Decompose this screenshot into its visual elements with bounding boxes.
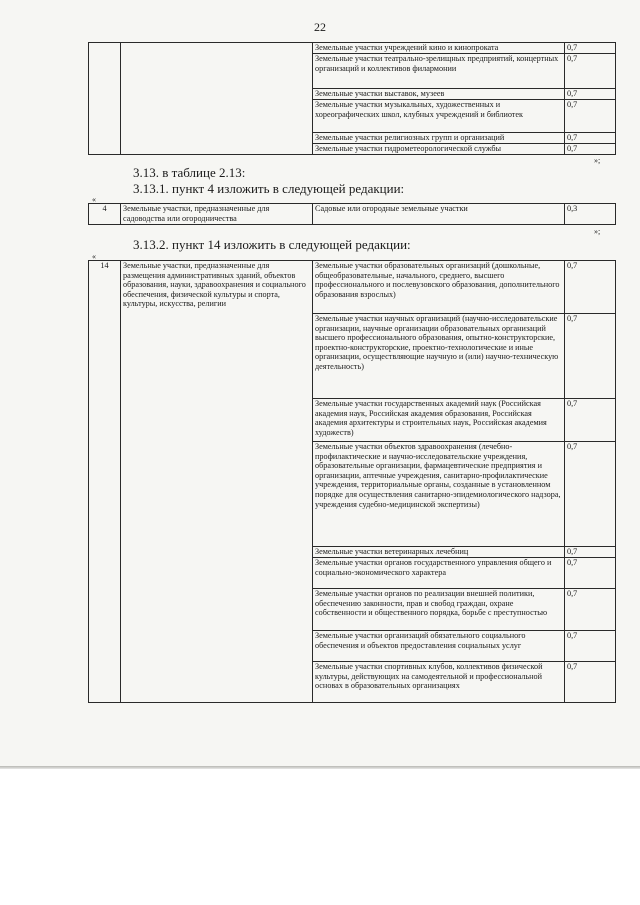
table-cell-text: Земельные участки религиозных групп и организаций	[313, 133, 565, 144]
table-row-4	[88, 203, 616, 225]
table-cell-text: Земельные участки объектов здравоохранения (лечебно-профилактические и научно-исследовательские учреждения, образовательные организации, фармацевтические предприятия и организации, аптечные учреждения, санитарно-профилактические учреждения, территориальные органы, созданные в установленном порядке для осуществления санитарно-эпидемиологического надзора, учреждения судебно-медицинской экспертизы)	[313, 442, 565, 547]
table-cell-value: 0,7	[565, 631, 616, 662]
table-cell-value: 0,7	[565, 558, 616, 589]
table-cell-value: 0,3	[565, 204, 616, 225]
table-cell-value: 0,7	[565, 100, 616, 133]
table-cell-value: 0,7	[565, 54, 616, 89]
table-cell-text: Земельные участки гидрометеорологической службы	[313, 144, 565, 155]
table-cell-text: Земельные участки образовательных организаций (дошкольные, общеобразовательные, начального, среднего, высшего профессионального и послевузовского образования, дополнительного образования взрослых)	[313, 261, 565, 314]
table-row	[89, 43, 616, 54]
table-cell-text: Земельные участки органов государственного управления общего и социально-экономического характера	[313, 558, 565, 589]
opening-quote-row4: «	[92, 195, 96, 204]
table-cell-text: Земельные участки учреждений кино и кинопроката	[313, 43, 565, 54]
table-cell-num	[89, 43, 121, 155]
table-cell-text: Земельные участки государственных академий наук (Российская академия наук, Российская академия образования, Российская академия архитектуры и строительных наук, Российская академия художеств)	[313, 399, 565, 442]
table-row-14	[88, 260, 616, 703]
table-row	[89, 261, 616, 314]
opening-quote-row14: «	[92, 252, 96, 261]
table-cell-text: Земельные участки научных организаций (научно-исследовательские организации, научные организации образовательных организаций высшего профессионального образования, опытно-конструкторские, проектно-конструкторские, проектно-технологические и иные организации, осуществляющие научную и (или) научно-техническую деятельность)	[313, 314, 565, 399]
table-cell-text: Земельные участки органов по реализации внешней политики, обеспечению законности, прав и свобод граждан, охране собственности и общественного порядка, борьбе с преступностью	[313, 589, 565, 631]
section-heading-3-13-1: 3.13.1. пункт 4 изложить в следующей редакции:	[133, 181, 405, 196]
table-cell-value: 0,7	[565, 662, 616, 703]
section-heading-3-13-2: 3.13.2. пункт 14 изложить в следующей редакции:	[133, 237, 411, 252]
table-top-continuation	[88, 42, 616, 155]
closing-quote-row4: »;	[594, 227, 601, 236]
scan-edge	[0, 766, 640, 769]
table-cell-text: Земельные участки ветеринарных лечебниц	[313, 547, 565, 558]
table-cell-num: 14	[89, 261, 121, 703]
table-cell-purpose: Земельные участки, предназначенные для садоводства или огородничества	[121, 204, 313, 225]
table-cell-text: Садовые или огородные земельные участки	[313, 204, 565, 225]
table-cell-num: 4	[89, 204, 121, 225]
table-cell-text: Земельные участки выставок, музеев	[313, 89, 565, 100]
table-cell-value: 0,7	[565, 442, 616, 547]
table-cell-text: Земельные участки театрально-зрелищных предприятий, концертных организаций и коллективов филармонии	[313, 54, 565, 89]
table-cell-purpose	[121, 43, 313, 155]
table-cell-value: 0,7	[565, 43, 616, 54]
closing-quote-top: »;	[594, 156, 601, 165]
table-row	[89, 204, 616, 225]
table-cell-value: 0,7	[565, 144, 616, 155]
section-heading-3-13: 3.13. в таблице 2.13:	[133, 165, 246, 180]
table-cell-value: 0,7	[565, 589, 616, 631]
table-cell-value: 0,7	[565, 314, 616, 399]
table-cell-value: 0,7	[565, 89, 616, 100]
table-cell-value: 0,7	[565, 261, 616, 314]
table-cell-value: 0,7	[565, 547, 616, 558]
table-cell-purpose: Земельные участки, предназначенные для размещения административных зданий, объектов образования, науки, здравоохранения и социального обеспечения, физической культуры и спорта, культуры, искусства, религии	[121, 261, 313, 703]
table-cell-value: 0,7	[565, 399, 616, 442]
table-cell-text: Земельные участки спортивных клубов, коллективов физической культуры, действующих на самодеятельной и профессиональной основах в образовательных организациях	[313, 662, 565, 703]
table-cell-value: 0,7	[565, 133, 616, 144]
page-number: 22	[314, 20, 326, 34]
table-cell-text: Земельные участки организаций обязательного социального обеспечения и объектов предоставления социальных услуг	[313, 631, 565, 662]
table-cell-text: Земельные участки музыкальных, художественных и хореографических школ, клубных учреждений и библиотек	[313, 100, 565, 133]
